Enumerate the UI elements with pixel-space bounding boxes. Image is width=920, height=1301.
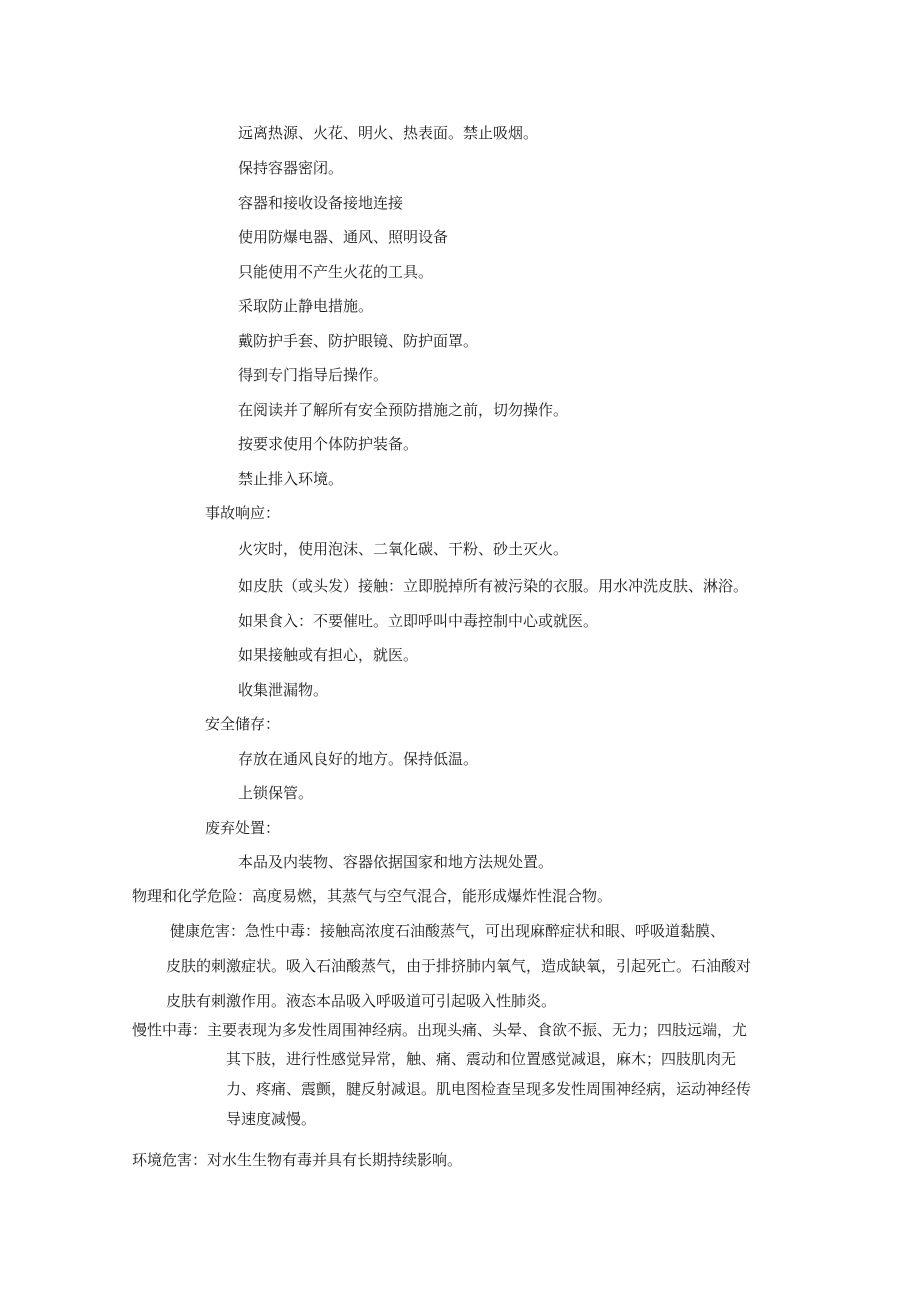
precaution-line: 戴防护手套、防护眼镜、防护面罩。 <box>238 332 479 350</box>
precaution-line: 采取防止静电措施。 <box>238 297 374 315</box>
response-line: 收集泄漏物。 <box>238 681 329 699</box>
storage-line: 存放在通风良好的地方。保持低温。 <box>238 750 479 768</box>
chronic-line: 其下肢，进行性感觉异常，触、痛、震动和位置感觉减退，麻木；四肢肌肉无 <box>226 1050 737 1068</box>
precaution-line: 按要求使用个体防护装备。 <box>238 435 419 453</box>
response-line: 如皮肤（或头发）接触：立即脱掉所有被污染的衣服。用水冲洗皮肤、淋浴。 <box>238 577 749 595</box>
chronic-line: 导速度减慢。 <box>226 1110 317 1128</box>
response-line: 如果接触或有担心，就医。 <box>238 646 419 664</box>
precaution-line: 容器和接收设备接地连接 <box>238 194 404 212</box>
chronic-line: 力、疼痛、震颤，腱反射减退。肌电图检查呈现多发性周围神经病，运动神经传 <box>226 1080 752 1098</box>
response-line: 火灾时，使用泡沫、二氧化碳、干粉、砂土灭火。 <box>238 540 569 558</box>
environment-hazard-text: 环境危害：对水生生物有毒并具有长期持续影响。 <box>132 1151 463 1169</box>
disposal-line: 本品及内装物、容器依据国家和地方法规处置。 <box>238 853 554 871</box>
health-hazard-line: 皮肤的刺激症状。吸入石油酸蒸气，由于排挤肺内氧气，造成缺氧，引起死亡。石油酸对 <box>166 957 752 975</box>
storage-heading: 安全储存： <box>205 715 281 733</box>
health-hazard-line: 皮肤有刺激作用。液态本品吸入呼吸道可引起吸入性肺炎。 <box>166 992 557 1010</box>
precaution-line: 使用防爆电器、通风、照明设备 <box>238 228 449 246</box>
storage-line: 上锁保管。 <box>238 784 314 802</box>
precaution-line: 得到专门指导后操作。 <box>238 366 389 384</box>
disposal-heading: 废弃处置： <box>205 819 281 837</box>
response-line: 如果食入：不要催吐。立即呼叫中毒控制中心或就医。 <box>238 612 599 630</box>
precaution-line: 在阅读并了解所有安全预防措施之前，切勿操作。 <box>238 401 569 419</box>
precaution-line: 远离热源、火花、明火、热表面。禁止吸烟。 <box>238 124 539 142</box>
precaution-line: 只能使用不产生火花的工具。 <box>238 263 434 281</box>
precaution-line: 禁止排入环境。 <box>238 470 344 488</box>
response-heading: 事故响应： <box>205 504 281 522</box>
precaution-line: 保持容器密闭。 <box>238 159 344 177</box>
health-hazard-line: 健康危害：急性中毒：接触高浓度石油酸蒸气，可出现麻醉症状和眼、呼吸道黏膜、 <box>170 922 726 940</box>
chronic-line: 慢性中毒：主要表现为多发性周围神经病。出现头痛、头晕、食欲不振、无力；四肢远端，尤 <box>132 1021 748 1039</box>
physical-hazard-text: 物理和化学危险：高度易燃，其蒸气与空气混合，能形成爆炸性混合物。 <box>132 887 613 905</box>
